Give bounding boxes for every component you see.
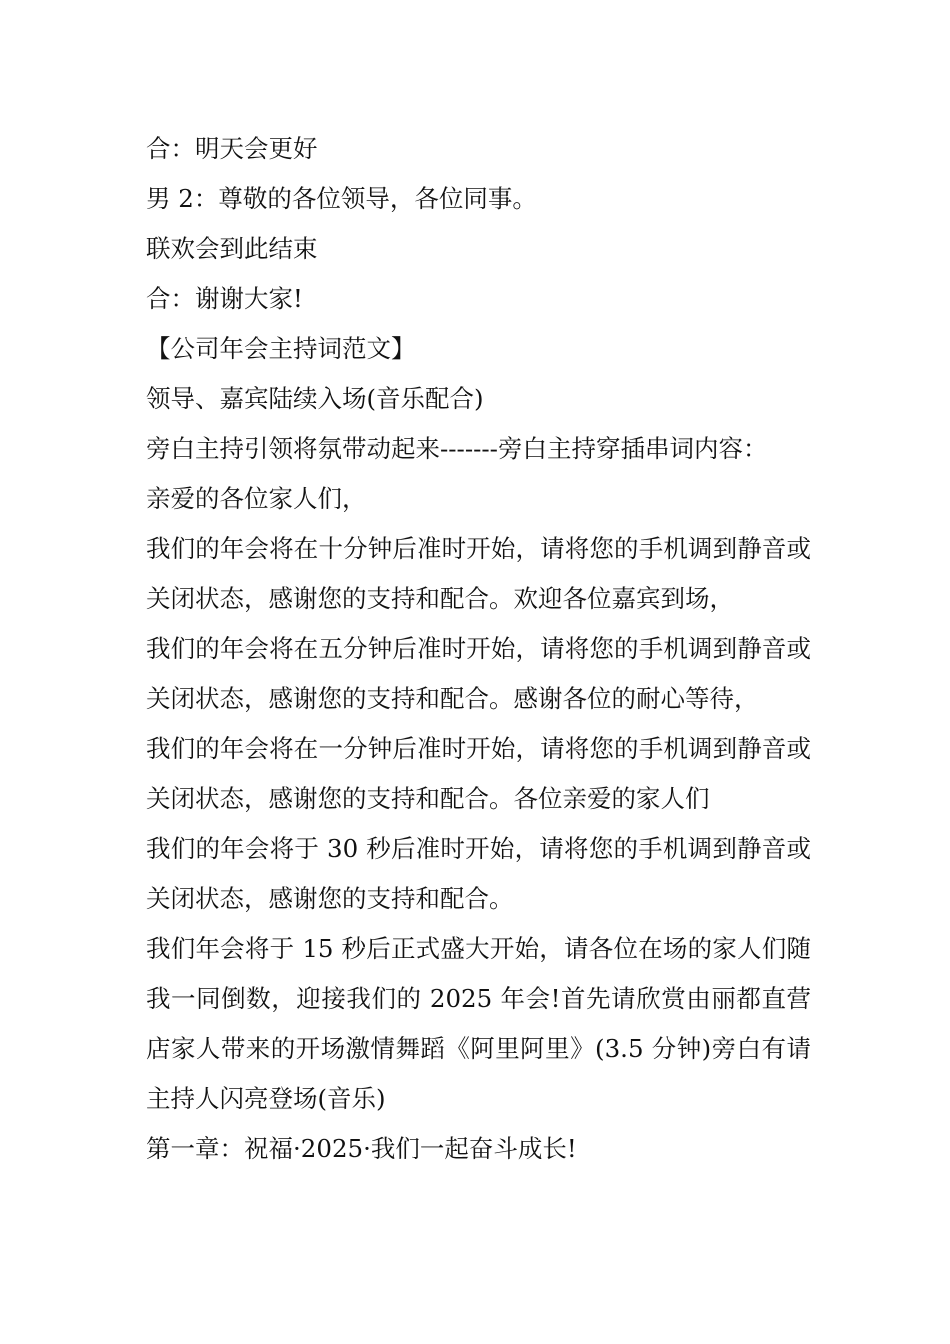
paragraph-party-end: 联欢会到此结束	[146, 234, 318, 263]
paragraph-chorus-thanks: 合：谢谢大家!	[146, 284, 303, 313]
paragraph-five-minutes: 我们的年会将在五分钟后准时开始，请将您的手机调到静音或关闭状态，感谢您的支持和配合。感谢各位的耐心等待，	[146, 634, 811, 713]
paragraph-dear-family: 亲爱的各位家人们，	[146, 484, 367, 513]
document-body	[146, 124, 811, 1174]
paragraph-ten-minutes: 我们的年会将在十分钟后准时开始，请将您的手机调到静音或关闭状态，感谢您的支持和配合。欢迎各位嘉宾到场，	[146, 534, 811, 613]
chapter-one-heading: 第一章：祝福·2025·我们一起奋斗成长!	[146, 1134, 577, 1163]
paragraph-thirty-seconds: 我们的年会将于 30 秒后准时开始，请将您的手机调到静音或关闭状态，感谢您的支持和配合。	[146, 834, 811, 913]
paragraph-one-minute: 我们的年会将在一分钟后准时开始，请将您的手机调到静音或关闭状态，感谢您的支持和配合。各位亲爱的家人们	[146, 734, 811, 813]
paragraph-chorus-tomorrow: 合：明天会更好	[146, 134, 318, 163]
section-heading: 【公司年会主持词范文】	[146, 334, 416, 363]
paragraph-narrator-intro: 旁白主持引领将氛带动起来-------旁白主持穿插串词内容：	[146, 434, 768, 463]
paragraph-male2-greeting: 男 2：尊敬的各位领导，各位同事。	[146, 184, 537, 213]
paragraph-guests-entry: 领导、嘉宾陆续入场(音乐配合)	[146, 384, 484, 413]
paragraph-fifteen-seconds: 我们年会将于 15 秒后正式盛大开始，请各位在场的家人们随我一同倒数，迎接我们的 2025 年会!首先请欣赏由丽都直营店家人带来的开场激情舞蹈《阿里阿里》(3.5 分钟)旁白有请主持人闪亮登场(音乐)	[146, 934, 811, 1113]
